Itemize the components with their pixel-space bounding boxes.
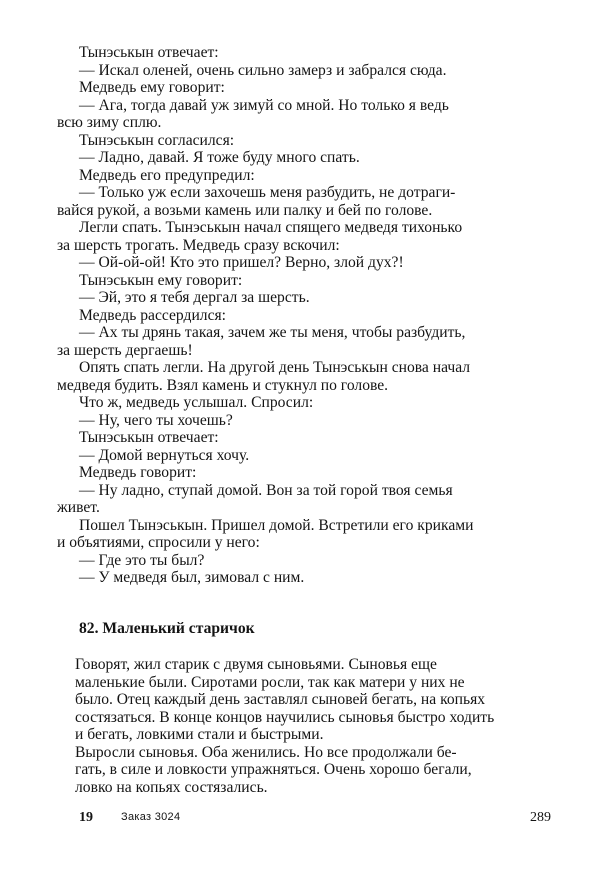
text-line: вайся рукой, а возьми камень или палку и бей по голове. — [57, 201, 433, 219]
text-line: и объятиями, спросили у него: — [57, 534, 260, 551]
text-line: Говорят, жил старик с двумя сыновьями. Сыновья еще — [75, 656, 437, 673]
text-line: Медведь его предупредил: — [79, 166, 255, 184]
text-line: Медведь рассердился: — [79, 306, 226, 324]
text-line: Медведь говорит: — [79, 464, 197, 481]
text-line: ловко на копьях состязались. — [75, 778, 268, 796]
text-line: — Ах ты дрянь такая, зачем же ты меня, чтобы разбудить, — [79, 324, 466, 341]
text-line: состязаться. В конце концов научились сыновья быстро ходить — [75, 708, 495, 726]
text-line: было. Отец каждый день заставлял сыновей бегать, на копьях — [75, 691, 486, 708]
text-line: — Где это ты был? — [79, 551, 205, 569]
section-title: 82. Маленький старичок — [79, 620, 255, 637]
text-line: маленькие были. Сиротами росли, так как матери у них не — [75, 673, 465, 691]
text-line: Тынэськын согласился: — [79, 131, 235, 149]
text-line: — Эй, это я тебя дергал за шерсть. — [79, 289, 310, 306]
story-text-top — [57, 44, 553, 587]
text-line: — Искал оленей, очень сильно замерз и забрался сюда. — [79, 61, 447, 79]
text-line: Легли спать. Тынэськын начал спящего медведя тихонько — [79, 219, 463, 236]
signature-mark: 19 — [79, 810, 93, 825]
text-line: — У медведя был, зимовал с ним. — [79, 569, 305, 586]
text-line: Тынэськын ему говорит: — [79, 271, 243, 289]
text-line: Тынэськын отвечает: — [79, 44, 219, 61]
story-text-bottom — [75, 656, 553, 796]
text-line: Пошел Тынэськын. Пришел домой. Встретили его криками — [79, 516, 474, 534]
text-line: за шерсть трогать. Медведь сразу вскочил: — [57, 236, 340, 254]
text-line: — Домой вернуться хочу. — [79, 446, 250, 464]
page-footer — [79, 810, 553, 830]
text-line: — Ладно, давай. Я тоже буду много спать. — [79, 149, 360, 166]
text-line: за шерсть дергаешь! — [57, 341, 193, 359]
text-line: Опять спать легли. На другой день Тынэськын снова начал — [79, 359, 471, 376]
text-line: медведя будить. Взял камень и стукнул по голове. — [57, 376, 389, 394]
text-line: и бегать, ловкими стали и быстрыми. — [75, 726, 324, 743]
page-number: 289 — [530, 810, 551, 825]
text-line: — Ну, чего ты хочешь? — [79, 411, 233, 429]
print-order: Заказ 3024 — [121, 811, 181, 823]
text-line: — Ну ладно, ступай домой. Вон за той горой твоя семья — [79, 481, 453, 499]
text-line: гать, в силе и ловкости упражняться. Очень хорошо бегали, — [75, 761, 472, 778]
text-line: — Только уж если захочешь меня разбудить, не дотраги- — [79, 184, 456, 201]
text-line: Медведь ему говорит: — [79, 79, 225, 96]
text-line: Тынэськын отвечает: — [79, 429, 219, 446]
text-line: Что ж, медведь услышал. Спросил: — [79, 394, 314, 411]
text-line: — Ага, тогда давай уж зимуй со мной. Но только я ведь — [79, 96, 449, 114]
text-line: живет. — [57, 499, 100, 516]
text-line: — Ой-ой-ой! Кто это пришел? Верно, злой дух?! — [79, 254, 404, 271]
text-line: всю зиму сплю. — [57, 114, 162, 131]
text-line: Выросли сыновья. Оба женились. Но все продолжали бе- — [75, 743, 457, 761]
